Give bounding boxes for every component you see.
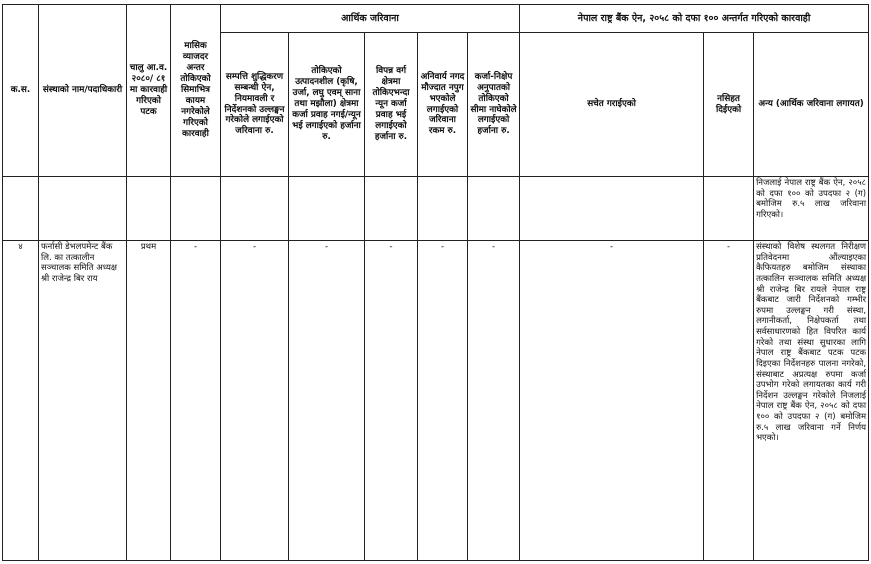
col-header-cash-reserve: अनिवार्य नगद मौज्दात नपुग भएकोले लगाईएको जरिवाना रकम रु. [418, 33, 468, 177]
col-header-monthly-spread: मासिक व्याजदर अन्तर तोकिएको सिमाभित्र कायम नगरेकोले गरिएको कारवाही [171, 5, 221, 177]
cell-cd-ratio [468, 177, 520, 241]
col-header-advised: नसिहत दिईएको [704, 33, 754, 177]
cell-advised: - [704, 241, 754, 561]
group-header-financial-penalty: आर्थिक जरिवाना [221, 5, 520, 33]
header-row-1 [3, 5, 869, 33]
col-header-institution: संस्थाको नाम/पदाधिकारी [39, 5, 127, 177]
cell-cash-reserve: - [418, 241, 468, 561]
cell-count: प्रथम [127, 241, 171, 561]
table-row [3, 241, 869, 561]
col-header-productive-sector: तोकिएको उत्पादनशील (कृषि, उर्जा, लघु एवम् साना तथा मझौला) क्षेत्रमा कर्जा प्रवाह नगई/न्यून भई लगाईएको हर्जाना रु. [289, 33, 365, 177]
col-header-other: अन्य (आर्थिक जरिवाना लगायत) [754, 33, 869, 177]
col-header-warned: सचेत गराईएको [520, 33, 704, 177]
cell-deprived: - [365, 241, 418, 561]
col-header-aml-penalty: सम्पत्ति शुद्धिकरण सम्बन्धी ऐन, नियमावली र निर्देशनको उल्लङ्घन गरेकोले लगाईएको जरिवाना रु. [221, 33, 289, 177]
cell-cash-reserve [418, 177, 468, 241]
col-header-deprived-sector: विपन्न वर्ग क्षेत्रमा तोकिएभन्दा न्यून कर्जा प्रवाह भई लगाईएको हर्जाना रु. [365, 33, 418, 177]
group-header-nrb-act: नेपाल राष्ट्र बैंक ऐन, २०५८ को दफा १०० अन्तर्गत गरिएको कारवाही [520, 5, 869, 33]
cell-deprived [365, 177, 418, 241]
cell-aml: - [221, 241, 289, 561]
cell-other: निजलाई नेपाल राष्ट्र बैंक ऐन, २०५८ को दफा १०० को उपदफा २ (ग) बमोजिम रु.५ लाख जरिवाना गरिएको। [754, 177, 869, 241]
cell-advised [704, 177, 754, 241]
cell-warned [520, 177, 704, 241]
cell-institution [39, 177, 127, 241]
cell-aml [221, 177, 289, 241]
cell-sn: ४ [3, 241, 39, 561]
cell-count [127, 177, 171, 241]
cell-cd-ratio: - [468, 241, 520, 561]
cell-productive: - [289, 241, 365, 561]
cell-institution: फर्नासी डेभलपमेन्ट बैंक लि. का तत्कालीन सञ्चालक समिति अध्यक्ष श्री राजेन्द्र बिर राय [39, 241, 127, 561]
penalty-table [2, 4, 869, 561]
col-header-credit-deposit-ratio: कर्जा-निक्षेप अनुपातको तोकिएको सीमा नाघेकोले लगाईएको हर्जाना रु. [468, 33, 520, 177]
cell-monthly: - [171, 241, 221, 561]
cell-warned: - [520, 241, 704, 561]
col-header-sn: क.स. [3, 5, 39, 177]
cell-monthly [171, 177, 221, 241]
cell-sn [3, 177, 39, 241]
col-header-current-fy-action: चालु आ.व. २०८०/ ८१ मा कारवाही गरिएको पटक [127, 5, 171, 177]
cell-other: संस्थाको विशेष स्थलगत निरीक्षण प्रतिवेदनमा औंल्याइएका कैफियतहरु बमोजिम संस्थाका तत्कालिन सञ्चालक समिति अध्यक्ष श्री राजेन्द्र बिर रायले नेपाल राष्ट्र बैंकबाट जारी निर्देशनको गम्भीर रुपमा उल्लङ्घन गरी संस्था, लगानीकर्ता, निक्षेपकर्ता तथा सर्वसाधारणको हित विपरित कार्य गरेको तथा संस्था सुधारका लागि नेपाल राष्ट्र बैंकबाट पटक पटक दिइएका निर्देशनहरु पालना नगरेको, संस्थाबाट अप्रत्यक्ष रुपमा कर्जा उपभोग गरेको लगायतका कार्य गरी निर्देशन उल्लङ्घन गरेकोले निजलाई नेपाल राष्ट्र बैंक ऐन, २०५८ को दफा १०० को उपदफा २ (ग) बमोजिम रु.५ लाख जरिवाना गर्ने निर्णय भएको। [754, 241, 869, 561]
table-row [3, 177, 869, 241]
cell-productive [289, 177, 365, 241]
